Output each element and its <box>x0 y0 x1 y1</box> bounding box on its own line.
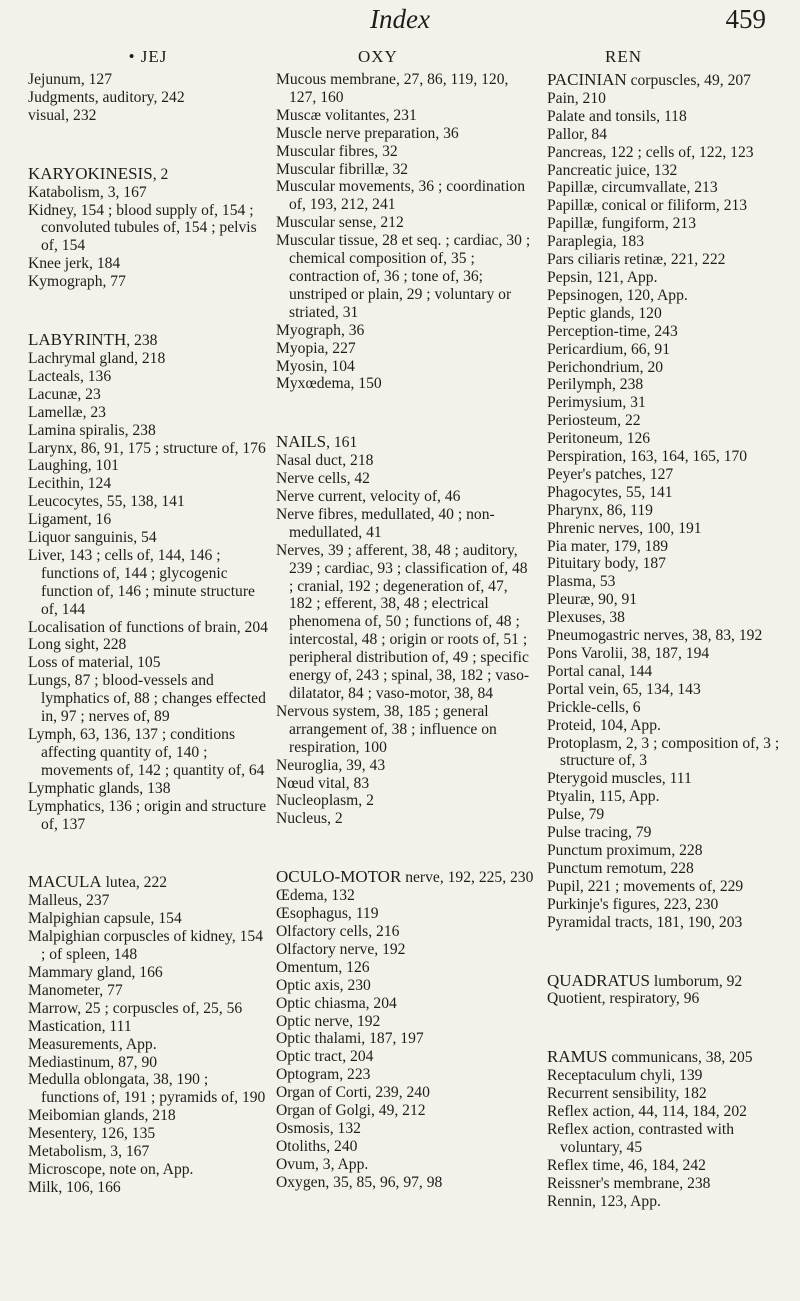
index-entry: Optic tract, 204 <box>276 1048 374 1066</box>
running-head: REN <box>605 47 642 66</box>
index-entry: Pyramidal tracts, 181, 190, 203 <box>547 913 743 931</box>
index-entry: Jejunum, 127 <box>28 71 113 88</box>
index-entry: Osmosis, 132 <box>276 1119 361 1137</box>
index-entry: Katabolism, 3, 167 <box>28 183 147 201</box>
section-initial-word: NAILS <box>276 432 327 452</box>
index-entry: Protoplasm, 2, 3 ; composition of, 3 ; structure of, 3 <box>547 734 780 770</box>
index-entry: Plasma, 53 <box>547 573 616 591</box>
index-entry: OCULO-MOTOR nerve, 192, 225, 230 <box>276 867 534 887</box>
index-entry: Receptaculum chyli, 139 <box>547 1067 703 1085</box>
index-entry: Myograph, 36 <box>276 321 365 339</box>
page-title: Index <box>370 4 430 34</box>
index-entry: Muscular fibrillæ, 32 <box>276 160 409 178</box>
index-entry: Pericardium, 66, 91 <box>547 340 670 358</box>
index-entry: Judgments, auditory, 242 <box>28 88 185 106</box>
index-entry: Oxygen, 35, 85, 96, 97, 98 <box>276 1173 443 1191</box>
index-entry: Otoliths, 240 <box>276 1137 358 1155</box>
index-entry: NAILS, 161 <box>276 432 358 452</box>
index-entry: Muscular sense, 212 <box>276 214 404 232</box>
index-entry: Rennin, 123, App. <box>547 1192 661 1210</box>
index-column-2 <box>276 48 534 1192</box>
index-entry: Papillæ, circumvallate, 213 <box>547 179 718 197</box>
index-entry: Peritoneum, 126 <box>547 430 651 448</box>
index-entry: Paraplegia, 183 <box>547 233 644 251</box>
section-initial-word: QUADRATUS <box>547 970 650 990</box>
index-entry: Long sight, 228 <box>28 636 127 654</box>
index-entry: Proteid, 104, App. <box>547 716 661 734</box>
index-entry: Mastication, 111 <box>28 1017 132 1035</box>
index-entry: LABYRINTH, 238 <box>28 330 158 350</box>
index-entry: Optic thalami, 187, 197 <box>276 1030 424 1048</box>
index-entry: Pain, 210 <box>547 89 606 107</box>
index-entry: Nerve current, velocity of, 46 <box>276 488 461 506</box>
index-entry: Meibomian glands, 218 <box>28 1107 176 1125</box>
index-entry: Medulla oblongata, 38, 190 ; functions of, 191 ; pyramids of, 190 <box>28 1071 266 1107</box>
index-entry: Larynx, 86, 91, 175 ; structure of, 176 <box>28 439 266 457</box>
index-entry: Palate and tonsils, 118 <box>547 107 687 125</box>
index-entry: Pallor, 84 <box>547 125 608 143</box>
index-entry: Malleus, 237 <box>28 892 110 910</box>
index-entry: Ptyalin, 115, App. <box>547 788 660 806</box>
index-entry: Pons Varolii, 38, 187, 194 <box>547 645 710 662</box>
section-initial-word: MACULA <box>28 872 102 892</box>
index-entry: Lymph, 63, 136, 137 ; conditions affecting quantity of, 140 ; movements of, 142 ; quantity of, 64 <box>28 726 265 779</box>
index-entry: Nervous system, 38, 185 ; general arrangement of, 38 ; influence on respiration, 100 <box>276 702 497 756</box>
index-entry: Reflex time, 46, 184, 242 <box>547 1156 706 1174</box>
section-initial-word: RAMUS <box>547 1047 608 1067</box>
index-entry: Optic axis, 230 <box>276 976 371 994</box>
index-entry: Metabolism, 3, 167 <box>28 1143 150 1161</box>
letter-section-gap <box>28 833 268 873</box>
index-entry: Nerve cells, 42 <box>276 470 370 488</box>
index-entry: Mesentery, 126, 135 <box>28 1125 156 1143</box>
index-entry: Portal canal, 144 <box>547 662 653 680</box>
running-head: OXY <box>358 47 398 66</box>
index-entry: Papillæ, conical or filiform, 213 <box>547 197 748 215</box>
index-entry: Periosteum, 22 <box>547 412 641 430</box>
index-entry: Phrenic nerves, 100, 191 <box>547 519 702 537</box>
index-entry: Pterygoid muscles, 111 <box>547 770 692 788</box>
index-entry: Myopia, 227 <box>276 339 356 357</box>
section-initial-word: OCULO-MOTOR <box>276 867 402 887</box>
index-entry: Recurrent sensibility, 182 <box>547 1085 707 1103</box>
section-initial-word: LABYRINTH <box>28 330 127 350</box>
letter-section-gap <box>28 291 268 331</box>
index-entry: Pancreatic juice, 132 <box>547 161 678 179</box>
index-entry: Optogram, 223 <box>276 1066 371 1084</box>
index-entry: Œsophagus, 119 <box>276 905 379 923</box>
index-entry: Peptic glands, 120 <box>547 304 662 322</box>
letter-section-gap <box>547 1008 787 1048</box>
index-entry: Perspiration, 163, 164, 165, 170 <box>547 448 748 466</box>
index-entry: Myosin, 104 <box>276 357 355 375</box>
index-entry: Malpighian corpuscles of kidney, 154 ; of spleen, 148 <box>28 928 264 964</box>
index-entry: Pars ciliaris retinæ, 221, 222 <box>547 251 726 269</box>
index-entry: Optic nerve, 192 <box>276 1012 381 1030</box>
index-entry: Nucleus, 2 <box>276 810 343 828</box>
index-entry: Marrow, 25 ; corpuscles of, 25, 56 <box>28 999 243 1017</box>
index-entry: Mammary gland, 166 <box>28 963 163 981</box>
index-entry: Lamina spiralis, 238 <box>28 421 156 439</box>
index-entry: Laughing, 101 <box>28 457 119 475</box>
index-entry: Pupil, 221 ; movements of, 229 <box>547 877 744 895</box>
index-entry: Muscle nerve preparation, 36 <box>276 124 459 142</box>
index-entry: Perimysium, 31 <box>547 394 646 412</box>
index-entry: Prickle-cells, 6 <box>547 698 641 716</box>
index-entry: Lacunæ, 23 <box>28 385 101 403</box>
index-entry: Measurements, App. <box>28 1035 157 1053</box>
index-entry: Lacteals, 136 <box>28 367 112 385</box>
index-entry: Lachrymal gland, 218 <box>28 349 166 367</box>
index-entry: Pharynx, 86, 119 <box>547 501 653 519</box>
index-entry: Liver, 143 ; cells of, 144, 146 ; functions of, 144 ; glycogenic function of, 146 ; minute structure of, 144 <box>28 546 255 618</box>
index-entry: Reflex action, contrasted with voluntary, 45 <box>547 1120 735 1156</box>
index-entry: Pepsin, 121, App. <box>547 268 658 286</box>
index-entry: MACULA lutea, 222 <box>28 872 168 892</box>
index-column-3 <box>547 48 787 1210</box>
index-entry: Lamellæ, 23 <box>28 403 106 421</box>
running-head: • JEJ <box>128 47 168 66</box>
index-entry: Perichondrium, 20 <box>547 358 664 376</box>
index-entry: Leucocytes, 55, 138, 141 <box>28 493 185 511</box>
index-entry: Pepsinogen, 120, App. <box>547 286 688 304</box>
index-entry: Lungs, 87 ; blood-vessels and lymphatics of, 88 ; changes effected in, 97 ; nerves of, 89 <box>28 672 266 726</box>
index-entry: Phagocytes, 55, 141 <box>547 483 673 501</box>
index-entry: Œdema, 132 <box>276 887 355 905</box>
index-entry: Microscope, note on, App. <box>28 1160 194 1178</box>
index-entry: Manometer, 77 <box>28 981 123 999</box>
index-entry: Perception-time, 243 <box>547 322 678 340</box>
index-entry: Kymograph, 77 <box>28 273 126 291</box>
index-entry: Reflex action, 44, 114, 184, 202 <box>547 1103 747 1121</box>
index-entry: Mucous membrane, 27, 86, 119, 120, 127, 160 <box>276 71 509 106</box>
index-entry: Olfactory nerve, 192 <box>276 940 406 958</box>
index-entry: RAMUS communicans, 38, 205 <box>547 1047 753 1067</box>
index-entry: Ligament, 16 <box>28 511 112 529</box>
index-entry: Plexuses, 38 <box>547 609 625 627</box>
index-entry: Pia mater, 179, 189 <box>547 537 669 555</box>
section-initial-word: PACINIAN <box>547 70 627 89</box>
letter-section-gap <box>276 393 534 433</box>
index-entry: Papillæ, fungiform, 213 <box>547 215 697 233</box>
index-entry: Nœud vital, 83 <box>276 774 370 792</box>
index-entry: Malpighian capsule, 154 <box>28 910 182 928</box>
index-entry: Pneumogastric nerves, 38, 83, 192 <box>547 627 763 645</box>
index-entry: Omentum, 126 <box>276 958 370 976</box>
index-entry: Peyer's patches, 127 <box>547 465 674 483</box>
section-initial-word: KARYOKINESIS <box>28 163 153 183</box>
index-entry: Pulse, 79 <box>547 806 605 824</box>
index-entry: Lecithin, 124 <box>28 475 112 493</box>
index-entry: Ovum, 3, App. <box>276 1155 369 1173</box>
index-entry: Optic chiasma, 204 <box>276 994 397 1012</box>
index-entry: Loss of material, 105 <box>28 654 161 672</box>
index-entry: KARYOKINESIS, 2 <box>28 163 169 183</box>
index-entry: Lymphatics, 136 ; origin and structure of, 137 <box>28 797 267 833</box>
index-entry: Pleuræ, 90, 91 <box>547 591 638 609</box>
index-entry: Nucleoplasm, 2 <box>276 792 374 810</box>
letter-section-gap <box>547 932 787 972</box>
index-entry: Portal vein, 65, 134, 143 <box>547 680 701 698</box>
index-entry: Punctum proximum, 228 <box>547 841 703 859</box>
index-entry: visual, 232 <box>28 106 97 124</box>
index-entry: Muscular movements, 36 ; coordination of, 193, 212, 241 <box>276 178 526 214</box>
page-number: 459 <box>725 4 766 34</box>
index-entry: Olfactory cells, 216 <box>276 922 400 940</box>
index-entry: Reissner's membrane, 238 <box>547 1174 711 1192</box>
letter-section-gap <box>276 828 534 868</box>
index-entry: Purkinje's figures, 223, 230 <box>547 895 719 913</box>
index-entry: Nerves, 39 ; afferent, 38, 48 ; auditory, 239 ; cardiac, 93 ; classification of, 48 ; cranial, 192 ; degeneration of, 47, 182 ; efferent, 38, 48 ; electrical phenomena of, 50 ; functions of, 48 ; intercostal, 48 ; origin or roots of, 51 ; peripheral distribution of, 49 ; specific energy of, 243 ; spinal, 38, 182 ; vaso-dilatator, 84 ; vaso-motor, 38, 84 <box>276 541 530 702</box>
index-entry: Perilymph, 238 <box>547 376 644 394</box>
index-entry: Lymphatic glands, 138 <box>28 779 171 797</box>
index-entry: Pancreas, 122 ; cells of, 122, 123 <box>547 143 754 161</box>
index-entry: Neuroglia, 39, 43 <box>276 756 386 774</box>
index-entry: Nerve fibres, medullated, 40 ; non-medullated, 41 <box>276 505 495 541</box>
index-entry: Myxœdema, 150 <box>276 375 382 393</box>
index-entry: Muscæ volitantes, 231 <box>276 106 417 124</box>
index-entry: Nasal duct, 218 <box>276 452 374 470</box>
index-column-1 <box>28 48 268 1197</box>
index-entry: Organ of Corti, 239, 240 <box>276 1084 430 1102</box>
index-entry: Organ of Golgi, 49, 212 <box>276 1102 426 1120</box>
index-entry: Pulse tracing, 79 <box>547 824 652 842</box>
index-entry: Localisation of functions of brain, 204 <box>28 618 268 636</box>
index-entry: Quotient, respiratory, 96 <box>547 990 700 1008</box>
index-entry: Liquor sanguinis, 54 <box>28 529 157 547</box>
index-entry: Muscular fibres, 32 <box>276 142 398 160</box>
index-entry: Muscular tissue, 28 et seq. ; cardiac, 30 ; chemical composition of, 35 ; contraction of, 36 ; tone of, 36; unstriped or plain, 29 ; voluntary or striated, 31 <box>276 232 531 321</box>
index-entry: PACINIAN corpuscles, 49, 207 <box>547 70 751 89</box>
index-entry: Mediastinum, 87, 90 <box>28 1053 158 1071</box>
index-entry: QUADRATUS lumborum, 92 <box>547 970 743 990</box>
index-entry: Knee jerk, 184 <box>28 255 121 273</box>
index-entry: Kidney, 154 ; blood supply of, 154 ; convoluted tubules of, 154 ; pelvis of, 154 <box>28 201 257 255</box>
letter-section-gap <box>28 125 268 165</box>
index-entry: Punctum remotum, 228 <box>547 859 694 877</box>
index-entry: Pituitary body, 187 <box>547 555 666 573</box>
index-entry: Milk, 106, 166 <box>28 1178 121 1196</box>
